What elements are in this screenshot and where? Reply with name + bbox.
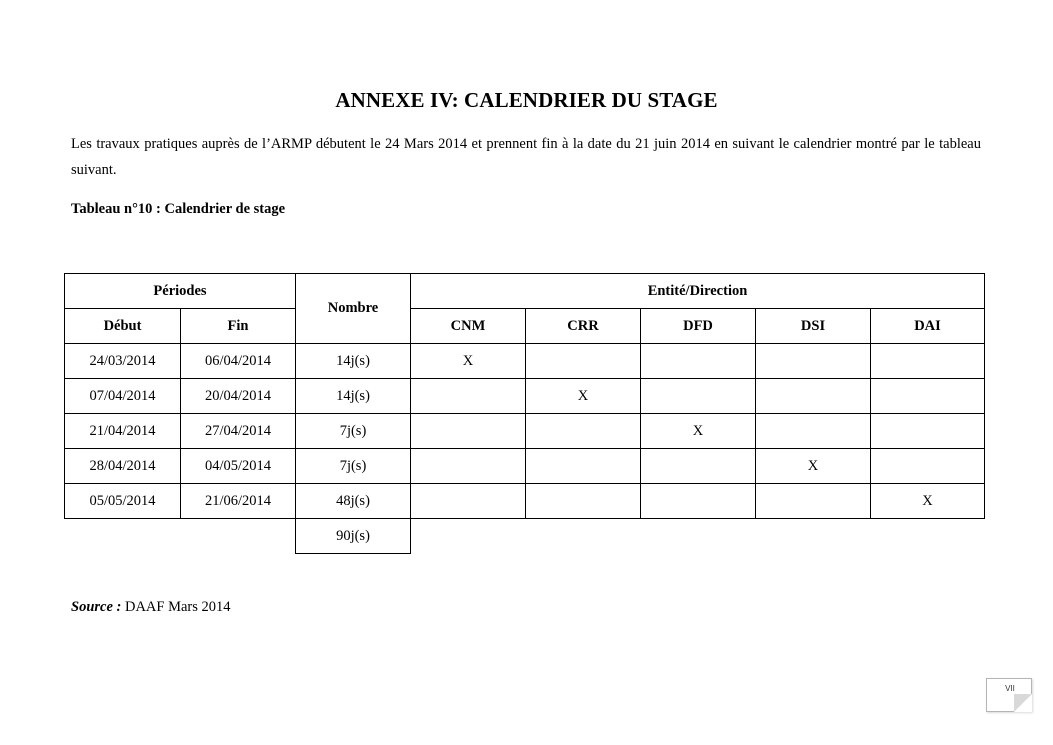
cell-dfd [641, 379, 756, 414]
cell-debut: 07/04/2014 [65, 379, 181, 414]
cell-cnm [411, 484, 526, 519]
cell-dsi [756, 379, 871, 414]
table-header-row [65, 274, 985, 309]
cell-dsi: X [756, 449, 871, 484]
cell-crr [526, 449, 641, 484]
table-caption: Tableau n°10 : Calendrier de stage [71, 201, 286, 217]
cell-dai [871, 449, 985, 484]
blank-cell [526, 519, 641, 554]
cell-nombre: 7j(s) [296, 449, 411, 484]
cell-nombre: 7j(s) [296, 414, 411, 449]
cell-debut: 24/03/2014 [65, 344, 181, 379]
cell-debut: 21/04/2014 [65, 414, 181, 449]
source-label: Source : [71, 599, 122, 615]
cell-crr: X [526, 379, 641, 414]
table-subheader-row [65, 309, 985, 344]
cell-cnm [411, 449, 526, 484]
cell-debut: 28/04/2014 [65, 449, 181, 484]
header-nombre: Nombre [296, 274, 411, 344]
table-row [65, 484, 985, 519]
header-dsi: DSI [756, 309, 871, 344]
cell-nombre: 14j(s) [296, 344, 411, 379]
blank-cell [756, 519, 871, 554]
header-periodes: Périodes [65, 274, 296, 309]
table-row [65, 379, 985, 414]
table-row [65, 449, 985, 484]
cell-total: 90j(s) [296, 519, 411, 554]
table-row [65, 344, 985, 379]
cell-crr [526, 344, 641, 379]
cell-dfd [641, 449, 756, 484]
intro-paragraph: Les travaux pratiques auprès de l’ARMP débutent le 24 Mars 2014 et prennent fin à la date du 21 juin 2014 en suivant le calendrier montré par le tableau suivant. [71, 136, 981, 178]
cell-fin: 27/04/2014 [181, 414, 296, 449]
blank-cell [411, 519, 526, 554]
cell-cnm [411, 379, 526, 414]
table-total-row [65, 519, 985, 554]
header-debut: Début [65, 309, 181, 344]
blank-cell [181, 519, 296, 554]
page-number-box [986, 678, 1032, 712]
cell-dai [871, 379, 985, 414]
source-text: DAAF Mars 2014 [121, 599, 231, 615]
cell-cnm: X [411, 344, 526, 379]
blank-cell [641, 519, 756, 554]
cell-dsi [756, 484, 871, 519]
cell-fin: 20/04/2014 [181, 379, 296, 414]
table-row [65, 414, 985, 449]
header-crr: CRR [526, 309, 641, 344]
source-note [71, 599, 231, 616]
cell-crr [526, 414, 641, 449]
blank-cell [871, 519, 985, 554]
cell-dsi [756, 344, 871, 379]
cell-dai [871, 414, 985, 449]
header-cnm: CNM [411, 309, 526, 344]
cell-fin: 21/06/2014 [181, 484, 296, 519]
header-dai: DAI [871, 309, 985, 344]
cell-fin: 06/04/2014 [181, 344, 296, 379]
cell-debut: 05/05/2014 [65, 484, 181, 519]
header-entite: Entité/Direction [411, 274, 985, 309]
page-fold-icon [1014, 694, 1032, 712]
header-fin: Fin [181, 309, 296, 344]
cell-cnm [411, 414, 526, 449]
header-dfd: DFD [641, 309, 756, 344]
page-title: ANNEXE IV: CALENDRIER DU STAGE [335, 88, 718, 112]
cell-dsi [756, 414, 871, 449]
calendar-table [64, 273, 985, 554]
cell-nombre: 14j(s) [296, 379, 411, 414]
cell-crr [526, 484, 641, 519]
cell-dai: X [871, 484, 985, 519]
cell-dai [871, 344, 985, 379]
blank-cell [65, 519, 181, 554]
cell-fin: 04/05/2014 [181, 449, 296, 484]
cell-nombre: 48j(s) [296, 484, 411, 519]
cell-dfd [641, 344, 756, 379]
page-number: VII [1005, 684, 1015, 693]
cell-dfd [641, 484, 756, 519]
cell-dfd: X [641, 414, 756, 449]
